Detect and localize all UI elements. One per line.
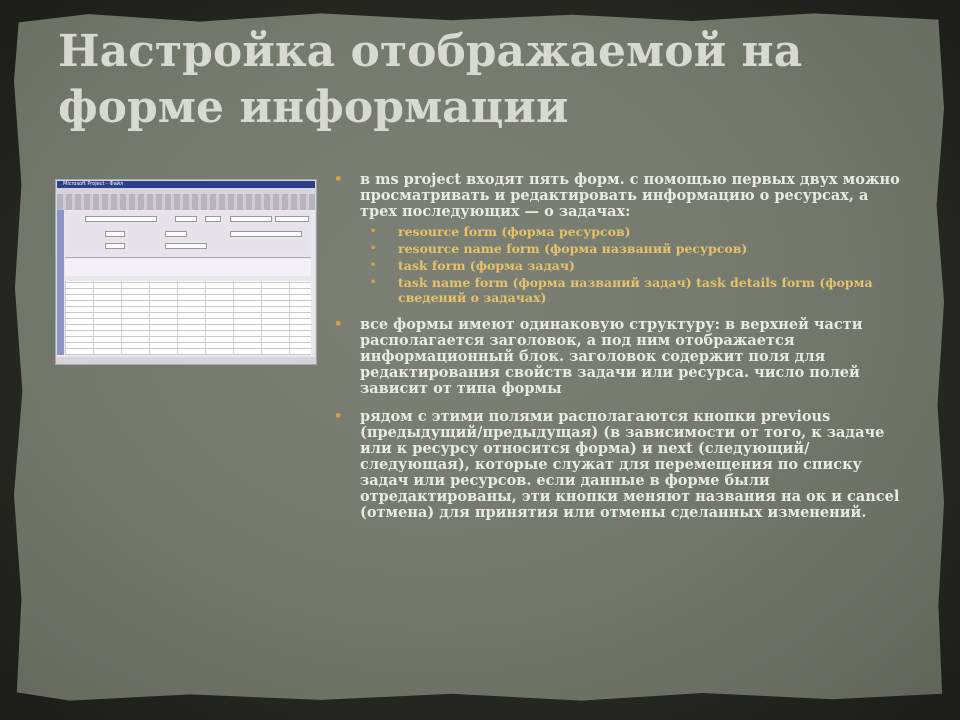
screenshot-toolbar — [57, 194, 315, 210]
screenshot-field — [105, 231, 125, 237]
sub-bullet-item: • task name form (форма названий задач) task details form (форма сведений о задачах) — [334, 275, 908, 305]
bullet-item — [334, 172, 908, 305]
slide-title: Настройка отображаемой на форме информации — [58, 26, 803, 133]
sub-bullet-item: • resource form (форма ресурсов) — [334, 224, 908, 239]
ms-project-screenshot — [56, 180, 316, 364]
bullet-item — [334, 409, 908, 521]
screenshot-button — [275, 216, 309, 222]
sub-bullet-list — [334, 224, 908, 305]
bullet-item — [334, 317, 908, 397]
screenshot-field — [205, 216, 221, 222]
screenshot-field — [105, 243, 125, 249]
bullet-list — [334, 172, 908, 521]
screenshot-field — [85, 216, 157, 222]
screenshot-field — [165, 243, 207, 249]
bullet-text: в ms project входят пять форм. с помощью первых двух можно просматривать и редактировать информацию о ресурсах, а трех последующих — о задачах: — [360, 171, 900, 220]
screenshot-title-text: Microsoft Project - Файл — [63, 181, 124, 187]
screenshot-field — [230, 231, 302, 237]
screenshot-task-grid — [65, 281, 311, 355]
screenshot-notes-area — [65, 257, 311, 276]
screenshot-field — [175, 216, 197, 222]
sub-bullet-item: • task form (форма задач) — [334, 258, 908, 273]
slide-body — [334, 172, 908, 533]
screenshot-field — [165, 231, 187, 237]
screenshot-form-area — [65, 213, 311, 255]
bullet-text: все формы имеют одинаковую структуру: в верхней части располагается заголовок, а под ним отображается информационный блок. заголовок содержит поля для редактирования свойств задачи или ресурса. число полей зависит от типа формы — [360, 316, 863, 397]
screenshot-view-bar — [57, 210, 64, 355]
screenshot-button — [230, 216, 272, 222]
screenshot-status-bar — [57, 357, 315, 363]
bullet-text: рядом с этими полями располагаются кнопки previous (предыдущий/предыдущая) (в зависимости от того, к задаче или к ресурсу относится форма) и next (следующий/следующая), которые служат для перемещения по списку задач или ресурсов. если данные в форме были отредактированы, эти кнопки меняют названия на ок и cancel (отмена) для принятия или отмены сделанных изменений. — [360, 408, 900, 521]
sub-bullet-item: • resource name form (форма названий ресурсов) — [334, 241, 908, 256]
